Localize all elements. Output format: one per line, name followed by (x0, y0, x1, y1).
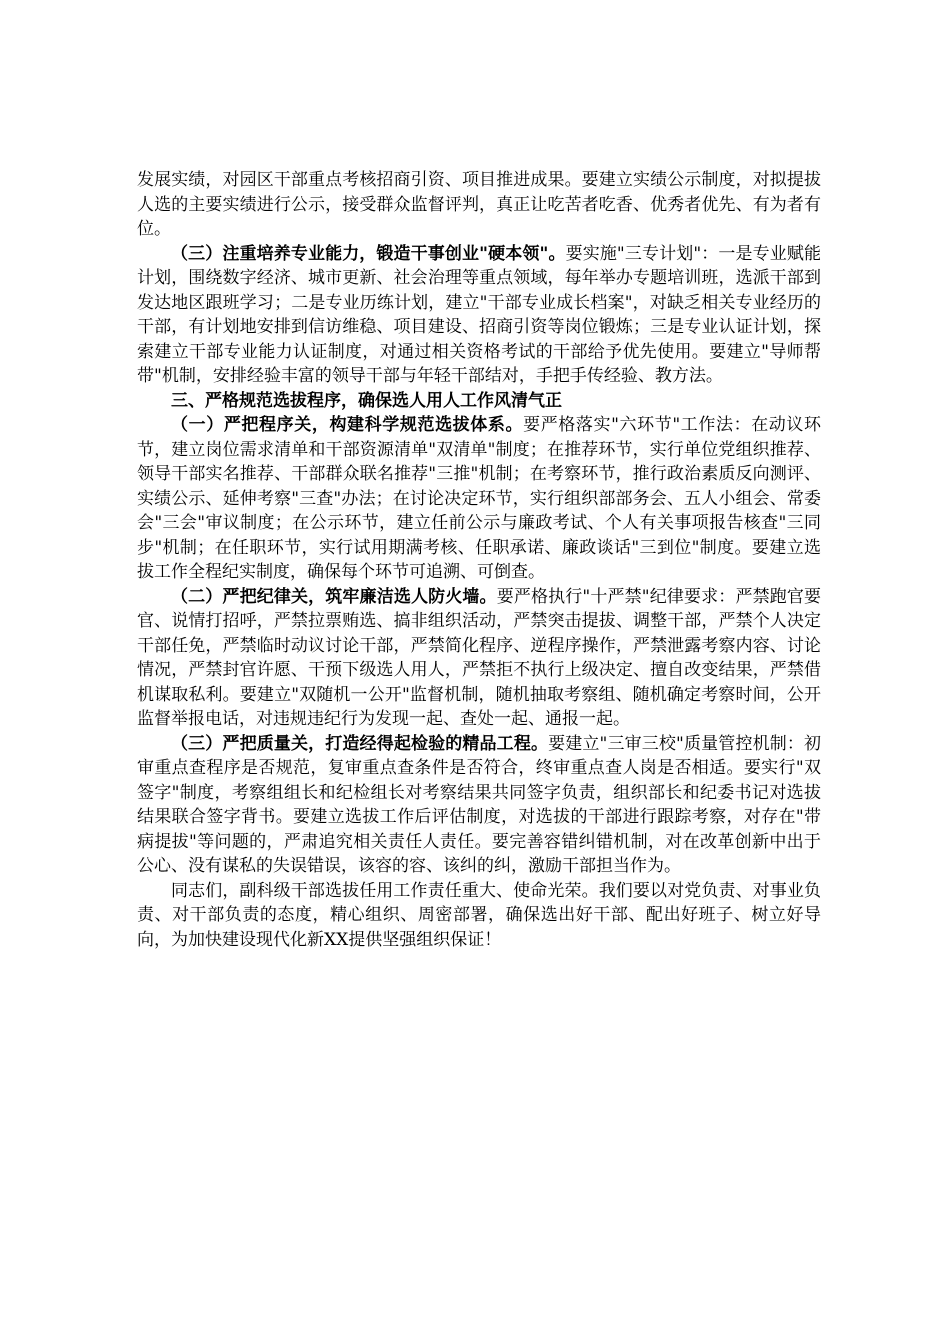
body-discipline: 要严格执行"十严禁"纪律要求：严禁跑官要官、说情打招呼，严禁拉票贿选、搞非组织活动，严禁突击提拔、调整干部，严禁个人决定干部任免，严禁临时动议讨论干部，严禁简化程序、逆程序操作，严禁泄露考察内容、讨论情况，严禁封官许愿、干预下级选人用人，严禁拒不执行上级决定、擅自改变结果，严禁借机谋取私利。要建立"双随机一公开"监督机制，随机抽取考察组、随机确定考察时间，公开监督举报电话，对违规违纪行为发现一起、查处一起、通报一起。 (137, 586, 822, 729)
section-heading-selection-procedure: 三、严格规范选拔程序，确保选人用人工作风清气正 (171, 390, 562, 411)
subheading-quality: （三）严把质量关，打造经得起检验的精品工程。 (171, 733, 549, 754)
subheading-discipline: （二）严把纪律关，筑牢廉洁选人防火墙。 (171, 586, 497, 607)
paragraph-achievements: 发展实绩，对园区干部重点考核招商引资、项目推进成果。要建立实绩公示制度，对拟提拔人选的主要实绩进行公示，接受群众监督评判，真正让吃苦者吃香、优秀者优先、有为者有位。 (137, 170, 821, 239)
paragraph-quality (137, 732, 821, 879)
paragraph-closing: 同志们，副科级干部选拔任用工作责任重大、使命光荣。我们要以对党负责、对事业负责、对干部负责的态度，精心组织、周密部署，确保选出好干部、配出好班子、树立好导向，为加快建设现代化新XX提供坚强组织保证！ (137, 880, 821, 950)
body-procedure: 要严格落实"六环节"工作法：在动议环节，建立岗位需求清单和干部资源清单"双清单"制度；在推荐环节，实行单位党组织推荐、领导干部实名推荐、干部群众联名推荐"三推"机制；在考察环节，推行政治素质反向测评、实绩公示、延伸考察"三查"办法；在讨论决定环节，实行组织部部务会、五人小组会、常委会"三会"审议制度；在公示环节，建立任前公示与廉政考试、个人有关事项报告核查"三同步"机制；在任职环节，实行试用期满考核、任职承诺、廉政谈话"三到位"制度。要建立选拔工作全程纪实制度，确保每个环节可追溯、可倒查。 (137, 415, 822, 582)
paragraph-discipline (137, 585, 821, 732)
document-page (137, 168, 821, 952)
paragraph-professional-ability (137, 242, 821, 389)
subheading-professional-ability: （三）注重培养专业能力，锻造干事创业"硬本领"。 (171, 243, 566, 264)
paragraph-procedure (137, 413, 821, 585)
subheading-procedure: （一）严把程序关，构建科学规范选拔体系。 (171, 415, 524, 435)
body-professional-ability: 要实施"三专计划"：一是专业赋能计划，围绕数字经济、城市更新、社会治理等重点领域，每年举办专题培训班，选派干部到发达地区跟班学习；二是专业历练计划，建立"干部专业成长档案"，对缺乏相关专业经历的干部，有计划地安排到信访维稳、项目建设、招商引资等岗位锻炼；三是专业认证计划，探索建立干部专业能力认证制度，对通过相关资格考试的干部给予优先使用。要建立"导师帮带"机制，安排经验丰富的领导干部与年轻干部结对，手把手传经验、教方法。 (137, 243, 822, 386)
body-quality: 要建立"三审三校"质量管控机制：初审重点查程序是否规范，复审重点查条件是否符合，终审重点查人岗是否相适。要实行"双签字"制度，考察组组长和纪检组长对考察结果共同签字负责，组织部长和纪委书记对选拔结果联合签字背书。要建立选拔工作后评估制度，对选拔的干部进行跟踪考察，对存在"带病提拔"等问题的，严肃追究相关责任人责任。要完善容错纠错机制，对在改革创新中出于公心、没有谋私的失误错误，该容的容、该纠的纠，激励干部担当作为。 (137, 733, 822, 876)
